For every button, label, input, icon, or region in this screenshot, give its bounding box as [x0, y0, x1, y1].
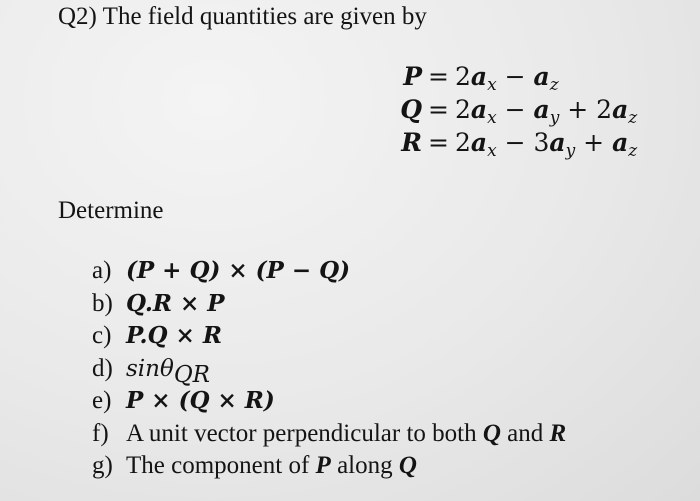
- equation-q-op-2: + 2: [559, 95, 613, 124]
- part-a-expr: (P + Q) × (P − Q): [126, 257, 351, 284]
- equation-r-op-2: +: [575, 128, 613, 157]
- equation-r-sub-3: z: [628, 141, 638, 161]
- part-d: [92, 354, 692, 387]
- equation-p-equals: =: [428, 62, 449, 91]
- part-a-letter: a): [92, 257, 112, 284]
- part-g-text-1: The component of: [126, 452, 316, 479]
- part-a: [92, 256, 692, 289]
- part-c-expr: P.Q × R: [126, 322, 222, 349]
- equation-r-sub-2: y: [565, 141, 576, 161]
- parts-list: [92, 256, 692, 484]
- equation-r-lhs: R: [401, 128, 422, 157]
- part-g-vector-1: P: [315, 452, 331, 479]
- part-c: [92, 321, 692, 354]
- part-e-expr: P × (Q × R): [126, 387, 275, 414]
- equation-q-unit-3: a: [612, 95, 629, 124]
- part-c-letter: c): [92, 322, 112, 349]
- equation-r-unit-1: a: [470, 128, 488, 157]
- part-b-expr: Q.R × P: [126, 289, 225, 317]
- equation-q-unit-2: a: [533, 95, 550, 124]
- part-f-vector-1: Q: [482, 419, 501, 447]
- question-title: Q2) The field quantities are given by: [58, 3, 427, 30]
- equation-q-unit-1: a: [470, 95, 488, 124]
- equation-p-sub-1: x: [487, 75, 497, 95]
- equation-p-unit-1: a: [470, 62, 488, 91]
- part-d-subscript: QR: [173, 361, 211, 388]
- equation-q-coef-1: 2: [454, 95, 471, 124]
- part-d-letter: d): [92, 354, 113, 382]
- part-g-letter: g): [92, 452, 113, 479]
- equation-r: [380, 128, 637, 166]
- part-d-expr: sinθ: [126, 355, 174, 382]
- equation-q-lhs: Q: [400, 95, 422, 124]
- equation-r-coef-1: 2: [454, 128, 471, 157]
- part-b: [92, 289, 692, 322]
- part-g: [92, 451, 692, 484]
- equation-p-sub-2: z: [549, 75, 559, 95]
- part-b-letter: b): [92, 289, 113, 317]
- equation-r-sub-1: x: [487, 141, 497, 161]
- part-f: [92, 419, 692, 452]
- part-e-letter: e): [92, 387, 112, 414]
- equation-q-sub-1: x: [487, 108, 497, 128]
- part-f-text-1: A unit vector perpendicular to both: [126, 419, 483, 447]
- equation-q-equals: =: [428, 95, 449, 124]
- equation-r-unit-3: a: [612, 128, 629, 157]
- equation-p-lhs: P: [403, 62, 422, 91]
- equation-r-equals: =: [428, 128, 449, 157]
- determine-heading: Determine: [58, 197, 164, 224]
- part-f-letter: f): [92, 419, 109, 447]
- equation-q-op-1: −: [496, 95, 534, 124]
- equation-q-sub-3: z: [628, 108, 638, 128]
- part-g-text-2: along: [330, 452, 399, 479]
- equation-q-sub-2: y: [549, 108, 560, 128]
- equation-r-unit-2: a: [549, 128, 566, 157]
- equation-p-op-1: −: [496, 62, 534, 91]
- equation-p-coef-1: 2: [454, 62, 471, 91]
- equation-p-unit-2: a: [533, 62, 550, 91]
- part-f-vector-2: R: [549, 419, 567, 447]
- part-e: [92, 386, 692, 419]
- equation-r-op-1: − 3: [496, 128, 550, 157]
- part-f-text-2: and: [500, 419, 550, 447]
- part-g-vector-2: Q: [398, 452, 417, 479]
